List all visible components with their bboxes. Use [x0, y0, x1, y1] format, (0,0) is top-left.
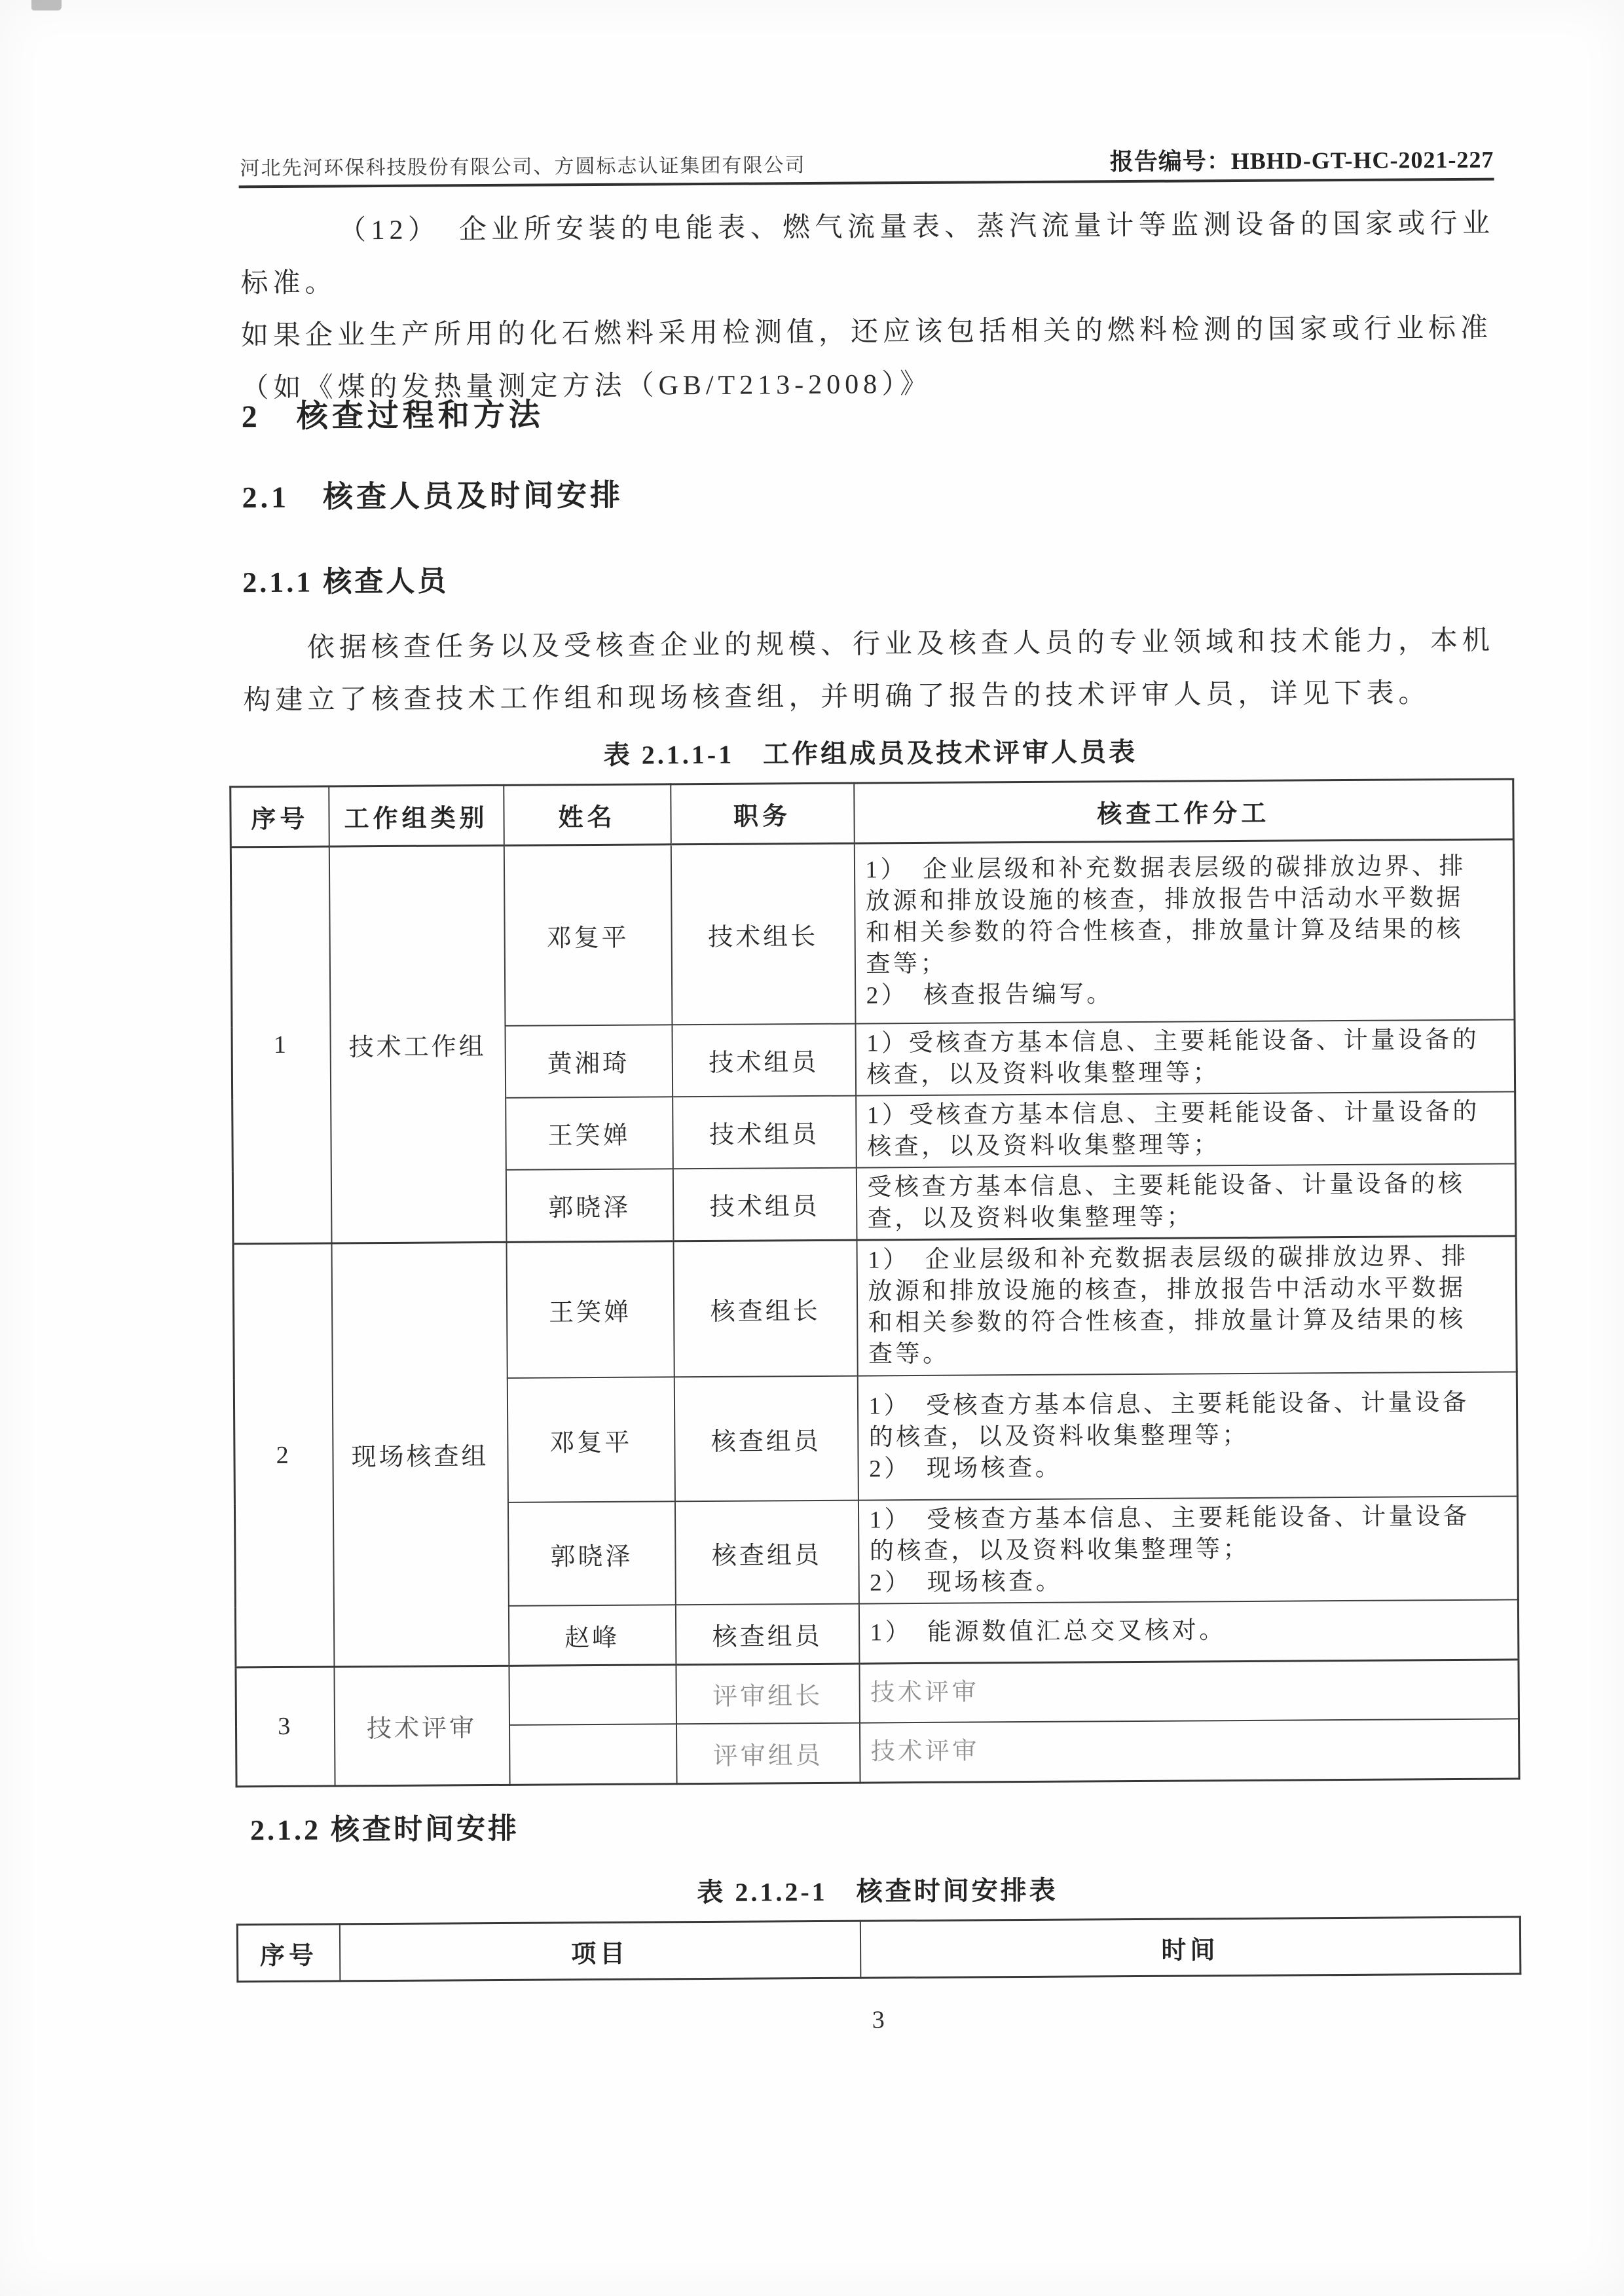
member-name: 王笑婵: [506, 1097, 673, 1170]
group-type: 技术评审: [334, 1666, 509, 1786]
member-name: 黄湘琦: [505, 1025, 673, 1098]
table-row: [236, 1659, 1519, 1726]
member-name: [509, 1724, 677, 1785]
member-role: 核查组员: [674, 1501, 858, 1605]
page-header: [240, 141, 1494, 183]
member-duty: 1） 受核查方基本信息、主要耗能设备、计量设备 的核查，以及资料收集整理等； 2） 现场核查。: [857, 1372, 1517, 1500]
member-duty: 1） 受核查方基本信息、主要耗能设备、计量设备 的核查，以及资料收集整理等； 2） 现场核查。: [858, 1496, 1518, 1603]
column-header-no: 序号: [231, 786, 329, 847]
group-type: 现场核查组: [331, 1242, 509, 1667]
member-role: 评审组长: [676, 1664, 860, 1724]
group-type: 技术工作组: [329, 845, 506, 1243]
group-no: 1: [231, 847, 331, 1243]
table-1-caption: 表 2.1.1-1 工作组成员及技术评审人员表: [603, 737, 1138, 770]
table-header-row: [231, 779, 1514, 847]
table-header-row: [237, 1917, 1520, 1982]
member-duty: 受核查方基本信息、主要耗能设备、计量设备的核 查，以及资料收集整理等；: [856, 1163, 1516, 1240]
member-name: 邓复平: [504, 845, 672, 1026]
intro-paragraph: （12） 企业所安装的电能表、燃气流量表、蒸汽流量计等监测设备的国家或行业标准。 如果企业生产所用的化石燃料采用检测值，还应该包括相关的燃料检测的国家或行业标准 （如《煤的发热量测定方法（GB/T213-2008）》: [240, 208, 1495, 404]
group-no: 3: [236, 1666, 335, 1786]
member-duty: 技术评审: [859, 1719, 1519, 1782]
member-name: 王笑婵: [506, 1241, 674, 1378]
member-role: 核查组员: [675, 1604, 859, 1665]
table-2-caption: 表 2.1.2-1 核查时间安排表: [697, 1875, 1058, 1908]
team-paragraph: 依据核查任务以及受核查企业的规模、行业及核查人员的专业领域和技术能力，本机 构建立了核查技术工作组和现场核查组，并明确了报告的技术评审人员，详见下表。: [243, 625, 1495, 716]
member-duty: 1）受核查方基本信息、主要耗能设备、计量设备的 核查，以及资料收集整理等；: [856, 1091, 1516, 1167]
member-name: 郭晓泽: [506, 1169, 673, 1242]
table-row: [233, 1235, 1517, 1379]
column-header-no: 序号: [237, 1924, 340, 1982]
section-heading-2-1-1: 2.1.1 核查人员: [242, 565, 449, 599]
column-header-role: 职务: [671, 783, 855, 845]
member-role: 核查组长: [673, 1240, 857, 1377]
member-role: 技术组员: [673, 1167, 857, 1241]
member-duty: 技术评审: [859, 1659, 1519, 1722]
column-header-name: 姓名: [504, 784, 671, 846]
section-heading-2: 2 核查过程和方法: [241, 397, 544, 435]
column-header-duty: 核查工作分工: [854, 779, 1514, 843]
member-role: 评审组员: [676, 1723, 860, 1784]
group-no: 2: [233, 1243, 334, 1667]
member-name: [509, 1664, 676, 1725]
member-name: 赵峰: [508, 1605, 676, 1666]
member-role: 技术组员: [672, 1023, 856, 1097]
column-header-item: 项目: [339, 1921, 860, 1981]
schedule-table: [236, 1916, 1522, 1982]
work-group-table: [229, 778, 1520, 1787]
member-duty: 1） 企业层级和补充数据表层级的碳排放边界、排 放源和排放设施的核查，排放报告中活动水平数据 和相关参数的符合性核查，排放量计算及结果的核 查等； 2） 核查报告编写。: [854, 839, 1515, 1023]
member-role: 技术组员: [673, 1095, 857, 1169]
column-header-time: 时间: [860, 1917, 1521, 1978]
page-number: 3: [872, 2006, 885, 2034]
table-row: [231, 839, 1515, 1027]
member-duty: 1） 企业层级和补充数据表层级的碳排放边界、排 放源和排放设施的核查，排放报告中活动水平数据 和相关参数的符合性核查，排放量计算及结果的核 查等。: [857, 1235, 1517, 1376]
member-duty: 1）受核查方基本信息、主要耗能设备、计量设备的 核查，以及资料收集整理等；: [855, 1019, 1515, 1095]
company-name: 河北先河环保科技股份有限公司、方圆标志认证集团有限公司: [240, 155, 806, 180]
member-name: 邓复平: [507, 1377, 674, 1503]
section-heading-2-1-2: 2.1.2 核查时间安排: [249, 1812, 520, 1847]
column-header-group-type: 工作组类别: [329, 785, 504, 847]
member-name: 郭晓泽: [507, 1501, 675, 1606]
section-heading-2-1: 2.1 核查人员及时间安排: [242, 478, 624, 515]
member-role: 核查组员: [674, 1376, 858, 1502]
member-duty: 1） 能源数值汇总交叉核对。: [858, 1599, 1519, 1663]
member-role: 技术组长: [671, 843, 855, 1025]
report-number: 报告编号：HBHD-GT-HC-2021-227: [1109, 146, 1494, 175]
